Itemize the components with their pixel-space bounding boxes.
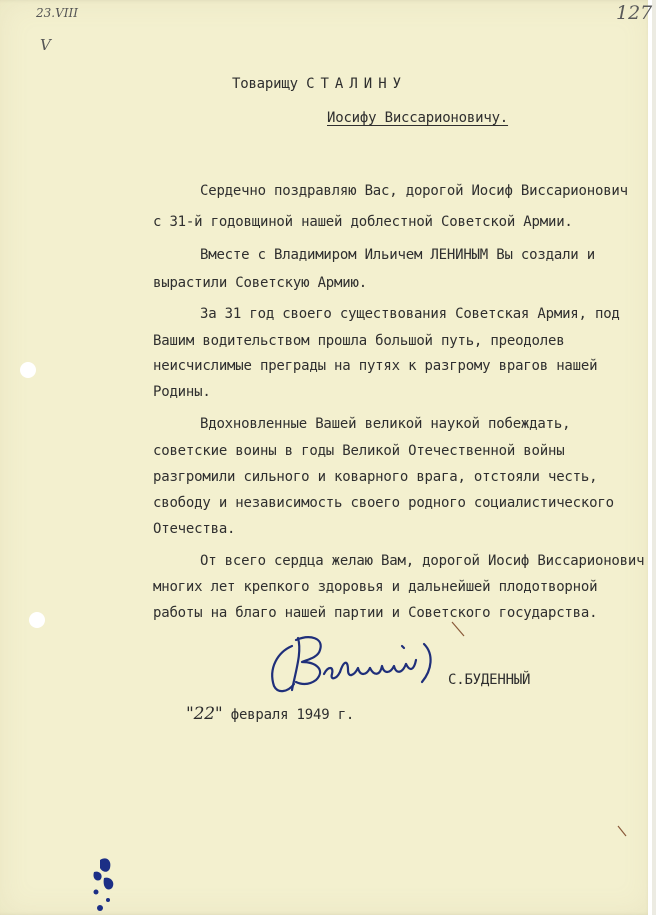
body-line: Сердечно поздравляю Вас, дорогой Иосиф Виссарионович [200,183,628,199]
margin-note: 23.VIII [36,6,78,20]
body-line: работы на благо нашей партии и Советского государства. [153,605,598,621]
body-line: свободу и независимость своего родного социалистического [153,495,614,511]
body-line: Отечества. [153,521,236,537]
ink-blot-marks [88,850,128,915]
body-line: неисчислимые преграды на путях к разгрому врагов нашей [153,358,598,374]
body-line: советские воины в годы Великой Отечественной войны [153,443,565,459]
body-line: многих лет крепкого здоровья и дальнейшей плодотворной [153,579,598,595]
body-line: вырастили Советскую Армию. [153,275,367,291]
body-line: Вашим водительством прошла большой путь, преодолев [153,333,565,349]
pencil-tick-mark [448,618,478,642]
addressee-prefix: Товарищу [232,76,298,92]
date-month-year: февраля 1949 г. [230,707,355,723]
body-line: разгромили сильного и коварного врага, отстояли честь, [153,469,598,485]
handwritten-signature [262,630,447,700]
page-edge [648,0,652,915]
body-line: За 31 год своего существования Советская Армия, под [200,306,620,322]
sheet-number: 127 [616,2,653,24]
body-line: От всего сердца желаю Вам, дорогой Иосиф Виссарионович [200,553,645,569]
pencil-tick-mark [612,820,636,844]
signatory-name: С.БУДЕННЫЙ [448,672,531,688]
body-line: Вдохновленные Вашей великой наукой побеждать, [200,416,571,432]
body-line: с 31-й годовщиной нашей доблестной Советской Армии. [153,214,573,230]
addressee-name: Иосифу Виссарионовичу. [327,110,509,126]
addressee-line [232,76,407,92]
check-mark: V [40,36,51,54]
signature-block [262,630,552,700]
body-line: Вместе с Владимиром Ильичем ЛЕНИНЫМ Вы создали и [200,247,595,263]
punch-hole-lower [29,612,45,628]
addressee-surname: СТАЛИНУ [306,76,408,92]
date-day: "22" [186,704,223,724]
body-line: Родины. [153,384,211,400]
document-date [186,704,354,724]
punch-hole-upper [20,362,36,378]
